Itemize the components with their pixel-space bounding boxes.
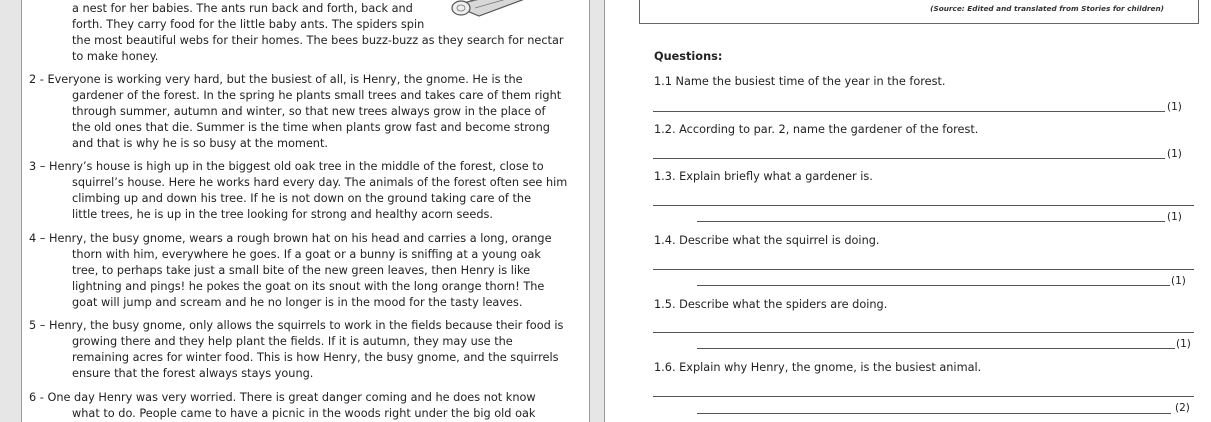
paragraph-5-line: 5 – Henry, the busy gnome, only allows the squirrels to work in the fields because their food is bbox=[29, 319, 564, 332]
paragraph-4-line: thorn with him, everywhere he goes. If a goat or a bunny is sniffing at a young oak bbox=[72, 248, 541, 261]
question-1-5: 1.5. Describe what the spiders are doing. bbox=[654, 298, 888, 311]
paragraph-4-line: goat will jump and scream and he no longer is in the mood for the tasty leaves. bbox=[72, 296, 523, 309]
answer-line-1-3a[interactable] bbox=[653, 205, 1194, 206]
questions-page bbox=[604, 0, 1211, 422]
question-1-2: 1.2. According to par. 2, name the gardener of the forest. bbox=[654, 123, 979, 136]
mark-1-3: (1) bbox=[1167, 211, 1182, 223]
paragraph-5-line: growing there and they help plant the fields. If it is autumn, they may use the bbox=[72, 335, 513, 348]
answer-line-1-6b[interactable] bbox=[697, 413, 1171, 414]
passage-intro-line: to make honey. bbox=[72, 50, 159, 63]
passage-intro-line: forth. They carry food for the little baby ants. The spiders spin bbox=[72, 18, 425, 31]
paragraph-2-line: the old ones that die. Summer is the time when plants grow fast and become strong bbox=[72, 121, 550, 134]
paragraph-6-line: 6 - One day Henry was very worried. There is great danger coming and he does not know bbox=[29, 391, 536, 404]
source-citation: (Source: Edited and translated from Stories for children) bbox=[930, 4, 1164, 13]
questions-heading: Questions: bbox=[654, 50, 723, 63]
question-1-4: 1.4. Describe what the squirrel is doing. bbox=[654, 234, 880, 247]
passage-intro-line: a nest for her babies. The ants run back and forth, back and bbox=[72, 2, 413, 15]
paragraph-4-line: lightning and pings! he pokes the goat on its snout with the long orange thorn! The bbox=[72, 280, 545, 293]
answer-line-1-4b[interactable] bbox=[697, 285, 1170, 286]
paragraph-6-line: what to do. People came to have a picnic in the woods right under the big old oak bbox=[72, 407, 536, 420]
answer-line-1-6a[interactable] bbox=[653, 396, 1194, 397]
question-1-1: 1.1 Name the busiest time of the year in the forest. bbox=[654, 75, 946, 88]
paragraph-2-line: gardener of the forest. In the spring he plants small trees and takes care of them right bbox=[72, 89, 562, 102]
question-1-3: 1.3. Explain briefly what a gardener is. bbox=[654, 170, 873, 183]
answer-line-1-5a[interactable] bbox=[653, 332, 1194, 333]
paragraph-3-line: climbing up and down his tree. If he is not down on the ground taking care of the bbox=[72, 192, 532, 205]
mark-1-5: (1) bbox=[1176, 338, 1191, 350]
paragraph-3-line: little trees, he is up in the tree looking for strong and healthy acorn seeds. bbox=[72, 208, 493, 221]
paragraph-5-line: remaining acres for winter food. This is how Henry, the busy gnome, and the squirrels bbox=[72, 351, 559, 364]
answer-line-1-3b[interactable] bbox=[697, 221, 1165, 222]
mark-1-4: (1) bbox=[1171, 275, 1186, 287]
paragraph-2-line: through summer, autumn and winter, so that new trees always grow in the place of bbox=[72, 105, 546, 118]
answer-line-1-4a[interactable] bbox=[653, 269, 1194, 270]
paragraph-5-line: ensure that the forest always stays young. bbox=[72, 367, 314, 380]
passage-intro-line: the most beautiful webs for their homes. The bees buzz-buzz as they search for nectar bbox=[72, 34, 564, 47]
log-illustration bbox=[449, 0, 557, 18]
answer-line-1-2[interactable] bbox=[653, 158, 1165, 159]
mark-1-2: (1) bbox=[1167, 148, 1182, 160]
paragraph-3-line: squirrel’s house. Here he works hard every day. The animals of the forest often see him bbox=[72, 176, 568, 189]
paragraph-2-line: and that is why he is so busy at the moment. bbox=[72, 137, 328, 150]
question-1-6: 1.6. Explain why Henry, the gnome, is the busiest animal. bbox=[654, 361, 982, 374]
paragraph-4-line: tree, to perhaps take just a small bite of the new green leaves, then Henry is like bbox=[72, 264, 531, 277]
source-box bbox=[639, 0, 1199, 24]
passage-page bbox=[21, 0, 590, 422]
paragraph-2-line: 2 - Everyone is working very hard, but the busiest of all, is Henry, the gnome. He is the bbox=[29, 73, 523, 86]
answer-line-1-1[interactable] bbox=[653, 111, 1165, 112]
mark-1-6: (2) bbox=[1175, 402, 1190, 414]
paragraph-4-line: 4 – Henry, the busy gnome, wears a rough brown hat on his head and carries a long, orange bbox=[29, 232, 552, 245]
mark-1-1: (1) bbox=[1167, 101, 1182, 113]
answer-line-1-5b[interactable] bbox=[697, 348, 1175, 349]
paragraph-3-line: 3 – Henry’s house is high up in the biggest old oak tree in the middle of the forest, close to bbox=[29, 160, 544, 173]
